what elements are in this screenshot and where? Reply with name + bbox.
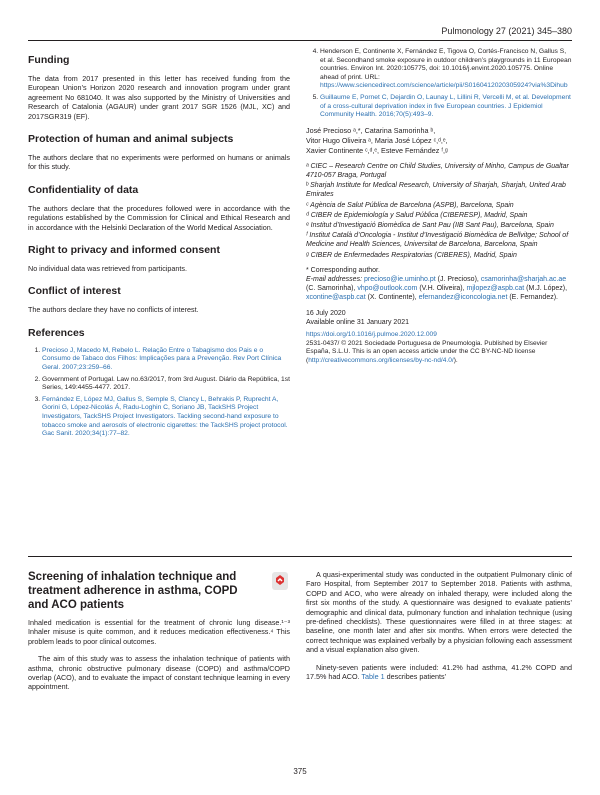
privacy-text: No individual data was retrieved from participants.	[28, 264, 187, 274]
affiliation: ᶠ Institut Català d’Oncologia - Institut d’Investigació Biomèdica de Bellvitge; School of Medicine and Health Sciences, Universitat de Barcelona, Barcelona, Spain	[306, 232, 569, 249]
corresponding-author	[306, 266, 572, 303]
reference-list-left	[28, 347, 290, 439]
email-link[interactable]: precioso@ie.uminho.pt	[363, 275, 436, 283]
email-owner: (X. Continente),	[365, 294, 419, 302]
article-left-column	[28, 618, 290, 700]
affiliations	[306, 162, 572, 260]
author-list	[306, 126, 572, 156]
paragraph-text: describes patients’	[384, 672, 447, 682]
table-link[interactable]: Table 1	[361, 672, 385, 682]
reference-item	[42, 376, 290, 393]
paragraph-text: Ninety-seven patients were included: 41.2% had asthma, 41.2% COPD and 17.5% had ACO.	[306, 662, 572, 682]
affiliation: ᵃ CIEC – Research Centre on Child Studies, University of Minho, Campus de Gualtar 4710-057 Braga, Portugal	[306, 162, 569, 179]
author-line: Vitor Hugo Oliveira ᵃ, Maria José López ᶜ,ᵈ,ᵉ,	[306, 135, 448, 145]
reference-link[interactable]: Precioso J, Macedo M, Rebelo L. Relação Entre o Tabagismo dos Pais e o Consumo de Tabaco dos Filhos: Implicações para a Prevenção. Rev Port Clínica Geral. 2007;23:259–66.	[42, 346, 282, 372]
copyright-end: ).	[453, 356, 458, 364]
affiliation: ᵈ CIBER de Epidemiología y Salud Pública (CIBERESP), Madrid, Spain	[306, 211, 528, 219]
email-link[interactable]: mjlopez@aspb.cat	[466, 285, 525, 293]
doi-block	[306, 331, 572, 365]
article-paragraph	[306, 663, 572, 682]
copyright	[306, 340, 572, 366]
license-link[interactable]: http://creativecommons.org/licenses/by-nc-nd/4.0/	[308, 356, 454, 364]
protection-text: The authors declare that no experiments were performed on humans or animals for this study.	[28, 153, 290, 172]
crossmark-icon[interactable]	[272, 572, 288, 590]
reference-item	[42, 396, 290, 439]
funding-heading: Funding	[28, 54, 70, 66]
references-heading: References	[28, 326, 85, 339]
received-date: 16 July 2020	[306, 309, 346, 317]
affiliation: ᵇ Sharjah Institute for Medical Research, University of Sharjah, Sharjah, United Arab Emirates	[306, 182, 566, 199]
conflict-text: The authors declare they have no conflicts of interest.	[28, 305, 199, 315]
author-line: José Precioso ᵃ,*, Catarina Samorinha ᵇ,	[306, 125, 436, 135]
email-owner: (V.H. Oliveira),	[417, 285, 467, 293]
reference-link[interactable]: Fernández E, López MJ, Gallus S, Semple S, Clancy L, Behrakis P, Ruprecht A, Gorini G, López-Nicolás Á, Radu-Loghin C, Soriano JB, TackSHS Project Investigators, TackSHS Project Investigators. Tackling second-hand exposure to tobacco smoke and aerosols of electronic cigarettes: the TackSHS project protocol. Gac Sanit. 2020;34(1):77–82.	[42, 395, 288, 438]
email-link[interactable]: vhpo@outlook.com	[357, 285, 418, 293]
email-owner: (J. Precioso),	[435, 275, 479, 283]
email-owner: (E. Fernandez).	[507, 294, 558, 302]
affiliation: ᵍ CIBER de Enfermedades Respiratorias (CIBERES), Madrid, Spain	[306, 251, 517, 259]
article-paragraph: The aim of this study was to assess the inhalation technique of patients with asthma, chronic obstructive pulmonary disease (COPD) and asthma/COPD overlap (ACO), and to evaluate the impact of constant technique learning in every appointment.	[28, 654, 290, 692]
page-number: 375	[293, 767, 307, 776]
funding-text: The data from 2017 presented in this letter has received funding from the European Union’s Horizon 2020 research and innovation program under grant agreement No 681040. It was also supported by the Ministry of Universities and Research of Catalonia (AGAUR) under grant 2017 SGR 1526 (MJL, XC) and 2017SGR319 (EF).	[28, 74, 290, 121]
article-right-column	[306, 570, 572, 689]
header-rule	[28, 40, 572, 41]
email-addresses	[306, 275, 572, 303]
article-divider	[28, 556, 572, 557]
author-line: Xavier Continente ᶜ,ᵈ,ᵉ, Esteve Fernández ᶠ,ᵍ	[306, 145, 448, 155]
conflict-heading: Conflict of interest	[28, 285, 121, 298]
confidentiality-text: The authors declare that the procedures followed were in accordance with the regulations established by the Commission for Clinical and Ethical Research and in accordance with the Helsinki Declaration of the World Medical Association.	[28, 203, 290, 232]
reference-text: Government of Portugal. Law no.63/2017, from 3rd August. Diário da República, 1st Series, 149:4455-4477. 2017.	[42, 375, 290, 392]
reference-url[interactable]: https://www.sciencedirect.com/science/article/pii/S0160412020305924?via%3Dihub	[320, 82, 568, 90]
reference-list-right	[306, 48, 572, 120]
affiliation: ᵉ Institut d’Investigació Biomèdica de Sant Pau (IIB Sant Pau), Barcelona, Spain	[306, 221, 554, 229]
confidentiality-heading: Confidentiality of data	[28, 183, 139, 196]
available-date: Available online 31 January 2021	[306, 318, 410, 326]
reference-link[interactable]: Guillaume E, Pornet C, Dejardin O, Launay L, Lillini R, Vercelli M, et al. Development of a cross-cultural deprivation index in five European countries. J Epidemiol Community Health. 2016;70(5):493–9.	[320, 93, 571, 119]
affiliation: ᶜ Agència de Salut Pública de Barcelona (ASPB), Barcelona, Spain	[306, 201, 514, 209]
reference-item	[320, 94, 572, 120]
reference-item	[320, 48, 572, 91]
email-owner: (C. Samorinha),	[306, 285, 356, 293]
right-column	[306, 48, 572, 365]
privacy-heading: Right to privacy and informed consent	[28, 244, 220, 257]
left-column	[28, 48, 290, 442]
protection-heading: Protection of human and animal subjects	[28, 133, 234, 146]
copyright-text: 2531-0437/ © 2021 Sociedade Portuguesa de Pneumologia. Published by Elsevier España, S.L.U. This is an open access article under the CC BY-NC-ND license (	[306, 339, 548, 364]
email-link[interactable]: csamorinha@sharjah.ac.ae	[480, 275, 567, 283]
article-title: Screening of inhalation technique and treatment adherence in asthma, COPD and ACO patients	[28, 571, 238, 611]
email-link[interactable]: efernandez@iconcologia.net	[418, 294, 508, 302]
doi-link[interactable]: https://doi.org/10.1016/j.pulmoe.2020.12.009	[306, 331, 437, 338]
reference-text: Henderson E, Continente X, Fernández E, Tigova O, Cortés-Francisco N, Gallus S, et al. Secondhand smoke exposure in outdoor children’s playgrounds in 11 European countries. Environ Int. 2020:105775, doi: 10.1016/j.envint.2020.105775. Online ahead of print. URL:	[320, 48, 572, 81]
email-label: E-mail addresses:	[306, 275, 364, 283]
email-owner: (M.J. López),	[524, 285, 568, 293]
article-paragraph: A quasi-experimental study was conducted in the outpatient Pulmonary clinic of Faro Hospital, from September 2017 to September 2018. Patients with asthma, COPD and ACO, who were already on inhaled therapy, were included along the first six months of the study. A questionnaire was designed to evaluate patients’ demographic and clinical data, pulmonary function and inhalation technique (using pre-defined checklists). These questionnaires were filled in at three stages: at baseline, one month later and after six months. When errors were detected the correct technique was explained verbally by a physician following each assessment and a visual explanation also given.	[306, 570, 572, 655]
reference-item	[42, 347, 290, 373]
dates	[306, 309, 572, 327]
article-paragraph: Inhaled medication is essential for the treatment of chronic lung disease.¹⁻³ Inhaler misuse is quite common, and it reduces medication effectiveness.⁴ This problem leads to poor clinical outcomes.	[28, 618, 290, 646]
email-link[interactable]: xcontine@aspb.cat	[306, 294, 366, 302]
corresponding-label: * Corresponding author.	[306, 266, 380, 274]
journal-header: Pulmonology 27 (2021) 345–380	[441, 26, 572, 36]
